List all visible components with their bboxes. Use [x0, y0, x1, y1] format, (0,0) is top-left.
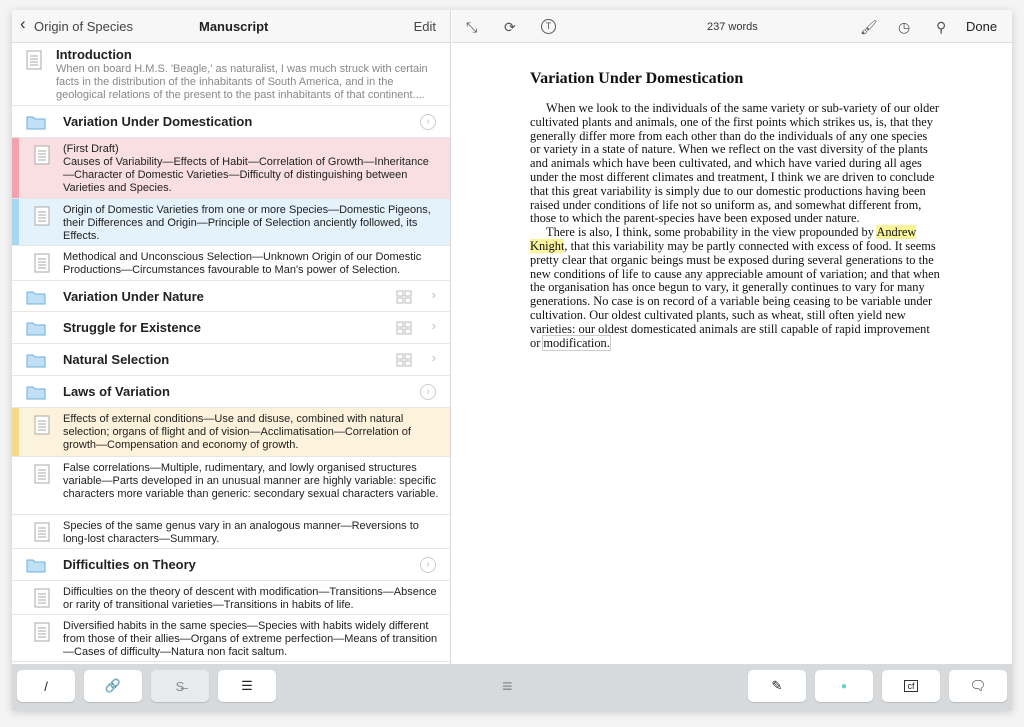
expand-icon[interactable]: ⤡ [466, 19, 478, 35]
chevron-circle-icon[interactable]: › [420, 384, 436, 400]
color-wheel-button[interactable] [815, 670, 873, 702]
folder-icon [26, 320, 46, 340]
word-count: 237 words [707, 21, 758, 33]
chevron-circle-icon[interactable]: › [420, 557, 436, 573]
editor-header [452, 10, 1012, 43]
folder-icon [26, 114, 46, 134]
folder-item[interactable] [12, 106, 450, 138]
folder-icon [26, 384, 46, 404]
binder-panel [12, 10, 451, 664]
document-body[interactable] [530, 102, 940, 350]
document-icon [34, 145, 50, 169]
item-title: False correlations—Multiple, rudimentary, and lowly organised structures variable—Parts developed in an unusual manner are highly variable: specific characters more variable than generic: secondary sexual characters variable. [63, 462, 439, 500]
item-title: Effects of external conditions—Use and disuse, combined with natural selection; organs of flight and of vision—Acclimatisation—Correlation of growth—Compensation and economy of growth. [63, 413, 411, 451]
document-title: Variation Under Domestication [530, 70, 744, 87]
item-title: Laws of Variation [63, 384, 170, 399]
corkboard-icon[interactable] [396, 321, 412, 339]
folder-item[interactable] [12, 312, 450, 344]
edit-button[interactable]: Edit [413, 19, 436, 34]
back-chevron-icon[interactable]: ‹ [20, 14, 26, 33]
link-icon: 🔗 [104, 678, 122, 693]
color-wheel-icon: ● [840, 680, 848, 692]
folder-icon [26, 352, 46, 372]
document-icon [34, 522, 50, 546]
paragraph: When we look to the individuals of the same variety or sub-variety of our older cultivated plants and animals, one of the first points which strikes us, is, that they generally differ more from each other than do the individuals of any one species or variety in a state of nature. When we reflect on the vast diversity of the plants and animals which have been cultivated, and which have varied during all ages under the most different climates and treatment, I think we are driven to conclude that this great variability is simply due to our domestic productions having been raised under conditions of life not so uniform as, and somewhat different from, those to which the parent-species have been exposed under nature. [530, 101, 939, 226]
paintbrush-icon[interactable]: 🖌 [860, 19, 878, 35]
comment-icon: 🗨 [969, 678, 987, 693]
search-icon[interactable]: ⚲ [936, 19, 947, 35]
document-item[interactable] [12, 138, 450, 199]
document-icon [34, 622, 50, 646]
folder-item[interactable] [12, 549, 450, 581]
back-button[interactable]: Origin of Species [34, 19, 133, 34]
binder-list [12, 43, 450, 662]
document-item[interactable] [12, 246, 450, 281]
document-icon [34, 206, 50, 230]
pen-icon: / [44, 678, 48, 694]
document-item[interactable] [12, 615, 450, 662]
text-align-button[interactable] [218, 670, 276, 702]
chevron-right-icon[interactable]: › [431, 287, 436, 302]
label-color-bar [12, 138, 19, 198]
corkboard-icon[interactable] [396, 290, 412, 308]
document-icon [34, 588, 50, 612]
highlighter-icon: ✎ [771, 678, 783, 693]
item-title: Struggle for Existence [63, 320, 201, 335]
folder-item[interactable] [12, 281, 450, 312]
text-run: , that this variability may be partly connected with excess of food. It seems pretty clear that organic beings must be exposed during several generations to the new conditions of life to cause any appreciable amount of variation; and that when the organisation has once begun to vary, it generally continues to vary for many generations. No case is on record of a variable being ceasing to be variable under cultivation. Our oldest cultivated plants, such as wheat, still often yield new varieties: our oldest domesticated animals are still capable of rapid improvement or [530, 238, 940, 350]
chevron-circle-icon[interactable]: › [420, 114, 436, 130]
panel-title: Manuscript [199, 19, 269, 34]
app-window [12, 10, 1012, 710]
folder-icon [26, 289, 46, 309]
document-item[interactable] [12, 515, 450, 549]
corkboard-icon[interactable] [396, 353, 412, 371]
footnote-button[interactable] [882, 670, 940, 702]
list-item-introduction[interactable] [12, 43, 450, 106]
item-title: (First Draft) Causes of Variability—Effects of Habit—Correlation of Growth—Inheritance —Character of Domestic Varieties—Difficulty of distinguishing between Varieties and Species. [63, 143, 429, 194]
folder-item[interactable] [12, 376, 450, 408]
chevron-right-icon[interactable]: › [431, 318, 436, 333]
label-color-bar [12, 199, 19, 245]
footnote-icon: cf [904, 680, 917, 692]
link-button[interactable] [84, 670, 142, 702]
item-title: Introduction [56, 47, 132, 62]
paragraph [530, 226, 940, 350]
annotated-text[interactable]: modification. [543, 335, 610, 350]
document-icon [26, 50, 42, 74]
item-title: Difficulties on the theory of descent with modification—Transitions—Absence or rarity of transitional varieties—Transitions in habits of life. [63, 586, 437, 611]
item-synopsis: When on board H.M.S. 'Beagle,' as naturalist, I was much struck with certain facts in the distribution of the inhabitants of South America, and in the geological relations of the present to the past inhabitants of that continent.... [56, 63, 428, 101]
typewriter-icon[interactable]: T [541, 19, 556, 34]
item-title: Methodical and Unconscious Selection—Unknown Origin of our Domestic Productions—Circumstances favourable to Man's power of Selection. [63, 251, 422, 276]
menu-icon[interactable]: ≡ [502, 676, 513, 696]
format-toolbar [12, 664, 1012, 710]
item-title: Species of the same genus vary in an analogous manner—Reversions to long-lost characters—Summary. [63, 520, 419, 545]
document-icon [34, 415, 50, 439]
text-run: There is also, I think, some probability in the view propounded by [546, 225, 877, 240]
chevron-right-icon[interactable]: › [431, 350, 436, 365]
item-title: Variation Under Nature [63, 289, 204, 304]
item-title: Variation Under Domestication [63, 114, 253, 129]
item-title: Diversified habits in the same species—Species with habits widely different from those of their allies—Organs of extreme perfection—Means of transition—Cases of difficulty—Natura non facit saltum. [63, 620, 438, 658]
highlighter-button[interactable] [748, 670, 806, 702]
strikethrough-icon: S̶ [175, 678, 185, 694]
item-title: Origin of Domestic Varieties from one or more Species—Domestic Pigeons, their Differences and Origin—Principle of Selection anciently followed, its Effects. [63, 204, 431, 242]
text-align-icon: ☰ [241, 678, 253, 693]
document-item[interactable] [12, 199, 450, 246]
highlighted-text[interactable]: Andrew Knight [530, 225, 917, 253]
document-icon [34, 464, 50, 488]
strikethrough-button[interactable] [151, 670, 209, 702]
document-item[interactable] [12, 581, 450, 615]
document-icon [34, 253, 50, 277]
sync-icon[interactable]: ⟳ [504, 19, 516, 35]
binder-header [12, 10, 450, 43]
document-item[interactable] [12, 408, 450, 457]
done-button[interactable]: Done [966, 19, 998, 34]
editor-panel [452, 10, 1012, 664]
item-title: Difficulties on Theory [63, 557, 196, 572]
label-color-bar [12, 408, 19, 456]
comment-button[interactable] [949, 670, 1007, 702]
history-icon[interactable]: ◷ [898, 19, 911, 35]
item-title: Natural Selection [63, 352, 170, 367]
folder-icon [26, 557, 46, 577]
document-item[interactable] [12, 457, 450, 515]
pen-button[interactable] [17, 670, 75, 702]
folder-item[interactable] [12, 344, 450, 376]
